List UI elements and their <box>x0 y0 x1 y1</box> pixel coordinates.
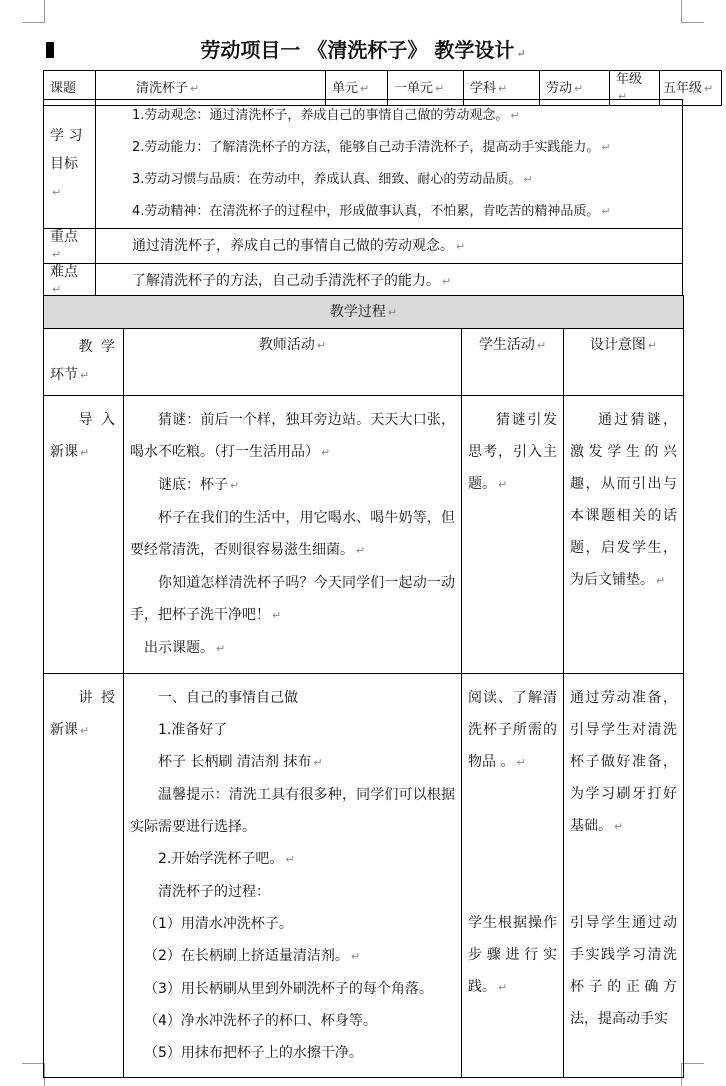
intro-row <box>44 396 684 674</box>
teach-stage-cell <box>44 674 124 1078</box>
paragraph-mark: ↵ <box>656 574 666 587</box>
intro-student-para <box>468 404 557 501</box>
objectives-table <box>43 99 683 299</box>
paragraph-mark: ↵ <box>80 724 90 737</box>
paragraph-mark: ↵ <box>356 544 366 557</box>
teach-teacher-para <box>130 1005 455 1037</box>
intro-teacher-para <box>130 632 455 665</box>
paragraph-mark: ↵ <box>523 173 533 186</box>
stage-header-line2-wrap <box>50 361 117 390</box>
process-header-row <box>44 329 684 396</box>
goals-label-line1: 学 习 <box>50 127 83 144</box>
teacher-header: 教师活动 <box>258 337 315 353</box>
paragraph-mark: ↵ <box>80 446 90 459</box>
teach-step-4: （4）净水冲洗杯子的杯口、杯身等。 <box>144 1013 377 1029</box>
intro-student-cell <box>462 396 564 674</box>
stage-header-cell <box>44 329 124 396</box>
paragraph-mark: ↵ <box>52 248 62 261</box>
teach-student-text-1: 阅读、了解清洗杯子所需的物品 。 <box>468 690 557 770</box>
paragraph-mark: ↵ <box>190 81 200 95</box>
grade-label: 年级 <box>616 72 643 87</box>
teach-step-3: （3）用长柄刷从里到外刷洗杯子的每个角落。 <box>144 981 433 997</box>
teach-teacher-para <box>130 973 455 1005</box>
intent-header-cell <box>564 329 684 396</box>
teach-student-text-2: 学生根据操作步骤进行实践。 <box>468 915 557 995</box>
goal-item-text: 3.劳动习惯与品质：在劳动中，养成认真、细致、耐心的劳动品质。 <box>132 172 522 187</box>
unit-value: 一单元 <box>394 80 434 96</box>
intro-teacher-para <box>130 469 455 502</box>
intent-header: 设计意图 <box>589 337 646 353</box>
teach-intent-text-1: 通过劳动准备，引导学生对清洗杯子做好准备，为学习刷牙打好基础。 <box>570 690 678 834</box>
teach-step-start: 2.开始学洗杯子吧。 <box>158 851 284 867</box>
paragraph-mark: ↵ <box>498 478 508 491</box>
teach-teacher-para <box>130 1037 455 1069</box>
paragraph-mark: ↵ <box>230 479 240 492</box>
discipline-value: 劳动 <box>546 80 573 96</box>
paragraph-mark: ↵ <box>272 609 282 622</box>
teach-teacher-para <box>130 908 455 940</box>
teach-tip-text: 温馨提示：清洗工具有很多种，同学们可以根据实际需要进行选择。 <box>130 787 455 835</box>
teach-step-2: （2）在长柄刷上挤适量清洁剂。 <box>144 948 349 964</box>
paragraph-mark: ↵ <box>574 81 584 95</box>
key-point-label-cell <box>44 229 96 264</box>
paragraph-mark: ↵ <box>516 47 526 60</box>
paragraph-mark: ↵ <box>614 820 624 833</box>
intro-intent-text: 通过猜谜，激发学生的兴趣，从而引出与本课题相关的话题，启发学生，为后文铺垫。 <box>570 412 678 588</box>
teach-intent-spacer <box>570 843 677 907</box>
intro-teacher-para <box>130 567 455 632</box>
key-point-text-cell <box>96 229 683 264</box>
corner-mark-bottom-right <box>681 1063 704 1086</box>
teach-process-heading: 清洗杯子的过程： <box>158 884 270 900</box>
teach-stage-line2-wrap <box>50 714 117 747</box>
paragraph-mark: ↵ <box>435 81 445 95</box>
key-point-text: 通过清洗杯子，养成自己的事情自己做的劳动观念。 <box>132 237 454 254</box>
paragraph-mark: ↵ <box>442 274 452 288</box>
teach-student-cell <box>462 674 564 1078</box>
goals-row <box>44 100 683 229</box>
intro-intent-para <box>570 404 677 597</box>
teach-teacher-para <box>130 876 455 908</box>
teach-step-1: （1）用清水冲洗杯子。 <box>144 916 293 932</box>
paragraph-mark: ↵ <box>516 756 526 769</box>
teach-teacher-cell <box>124 674 462 1078</box>
subject-value: 清洗杯子 <box>136 80 189 96</box>
key-point-row <box>44 229 683 264</box>
stage-header-line1: 教 学 <box>78 339 117 355</box>
goal-item <box>132 196 676 228</box>
paragraph-mark: ↵ <box>350 950 361 963</box>
paragraph-mark: ↵ <box>216 642 226 655</box>
paragraph-mark: ↵ <box>498 981 508 994</box>
grade-value: 五年级 <box>663 80 703 96</box>
teach-teacher-para <box>130 779 455 843</box>
teach-intent-para <box>570 907 677 1035</box>
paragraph-mark: ↵ <box>618 90 628 103</box>
intro-cup-text: 杯子在我们的生活中，用它喝水、喝牛奶等，但要经常清洗，否则很容易滋生细菌。 <box>130 510 455 558</box>
paragraph-mark: ↵ <box>285 853 295 866</box>
paragraph-mark: ↵ <box>456 239 466 253</box>
corner-mark-bottom-left <box>22 1063 45 1086</box>
goals-label-line2-wrap <box>50 150 89 207</box>
teach-teacher-para <box>130 843 455 876</box>
key-point-label: 重点 <box>50 229 78 245</box>
paragraph-mark: ↵ <box>80 369 90 382</box>
goals-content-cell <box>96 100 683 229</box>
goal-item <box>132 164 676 196</box>
intro-intent-cell <box>564 396 684 674</box>
title-text: 劳动项目一 《清洗杯子》 教学设计 <box>200 38 515 62</box>
process-bar-row <box>44 296 684 329</box>
teach-section-heading: 一、自己的事情自己做 <box>158 690 298 706</box>
goal-item-text: 2.劳动能力：了解清洗杯子的方法，能够自己动手清洗杯子，提高动手实践能力。 <box>132 140 600 155</box>
teach-step-5: （5）用抹布把杯子上的水擦干净。 <box>144 1045 363 1061</box>
intro-riddle-text: 猜谜：前后一个样，独耳旁边站。天天大口张，喝水不吃粮。（打一生活用品） <box>130 412 455 460</box>
process-bar-cell <box>44 296 684 329</box>
paragraph-mark: ↵ <box>52 283 62 296</box>
paragraph-mark: ↵ <box>360 81 370 95</box>
paragraph-mark: ↵ <box>647 339 658 352</box>
intro-question-text: 你知道怎样清洗杯子吗？今天同学们一起动一动手，把杯子洗干净吧！ <box>130 575 455 623</box>
subject-label: 课题 <box>50 80 77 96</box>
discipline-label: 学科 <box>470 80 497 96</box>
teach-student-spacer <box>468 779 557 907</box>
intro-stage-line2-wrap <box>50 436 117 469</box>
unit-label: 单元 <box>332 80 359 96</box>
goal-item <box>132 100 676 132</box>
document-title <box>0 34 726 63</box>
intro-show-title-text: 出示课题。 <box>144 640 214 656</box>
paragraph-mark: ↵ <box>510 109 520 122</box>
teach-stage-line2: 新课 <box>50 722 78 738</box>
paragraph-mark: ↵ <box>601 205 611 218</box>
intro-teacher-para <box>130 502 455 567</box>
difficulty-text: 了解清洗杯子的方法，自己动手清洗杯子的能力。 <box>132 272 440 289</box>
difficulty-label-cell <box>44 264 96 299</box>
teacher-header-cell <box>124 329 462 396</box>
teach-teacher-para <box>130 746 455 779</box>
paragraph-mark: ↵ <box>316 339 327 352</box>
teach-row <box>44 674 684 1078</box>
intro-stage-line1: 导 入 <box>78 412 117 428</box>
paragraph-mark: ↵ <box>536 339 547 352</box>
paragraph-mark: ↵ <box>387 305 398 319</box>
intro-teacher-cell <box>124 396 462 674</box>
teach-teacher-para <box>130 714 455 746</box>
student-header-cell <box>462 329 564 396</box>
stage-header-line2: 环节 <box>50 367 78 383</box>
goal-item-text: 1.劳动观念：通过清洗杯子，养成自己的事情自己做的劳动观念。 <box>132 108 509 123</box>
corner-mark-top-left <box>22 0 45 23</box>
goals-label-line2: 目标 <box>50 155 78 172</box>
goal-item <box>132 132 676 164</box>
teach-intent-text-2: 引导学生通过动手实践学习清洗杯子的正确方法，提高动手实 <box>570 915 678 1027</box>
teach-student-para <box>468 907 557 1004</box>
teach-intent-para <box>570 682 677 843</box>
paragraph-mark: ↵ <box>498 81 508 95</box>
intro-teacher-para <box>130 404 455 469</box>
difficulty-label: 难点 <box>50 264 78 280</box>
difficulty-row <box>44 264 683 299</box>
teach-tools-list: 杯子 长柄刷 清洁剂 抹布 <box>158 754 312 770</box>
paragraph-mark: ↵ <box>313 756 323 769</box>
student-header: 学生活动 <box>478 337 535 353</box>
intro-student-text: 猜谜引发思考，引入主题。 <box>468 412 557 492</box>
intro-stage-line2: 新课 <box>50 444 78 460</box>
intro-answer-text: 谜底：杯子 <box>158 477 228 493</box>
corner-mark-top-right <box>681 0 704 23</box>
teach-teacher-para <box>130 940 455 973</box>
process-table <box>43 295 684 1078</box>
goals-label-cell <box>44 100 96 229</box>
teach-teacher-para <box>130 682 455 714</box>
teach-step-ready: 1.准备好了 <box>158 722 228 738</box>
process-bar-text: 教学过程 <box>329 303 386 320</box>
paragraph-mark: ↵ <box>704 81 714 95</box>
paragraph-mark: ↵ <box>321 446 331 459</box>
goal-item-text: 4.劳动精神：在清洗杯子的过程中，形成做事认真，不怕累，肯吃苦的精神品质。 <box>132 204 600 219</box>
difficulty-text-cell <box>96 264 683 299</box>
teach-student-para <box>468 682 557 779</box>
teach-intent-cell <box>564 674 684 1078</box>
paragraph-mark: ↵ <box>601 141 611 154</box>
teach-stage-line1: 讲 授 <box>78 690 117 706</box>
paragraph-mark: ↵ <box>52 185 62 199</box>
intro-stage-cell <box>44 396 124 674</box>
